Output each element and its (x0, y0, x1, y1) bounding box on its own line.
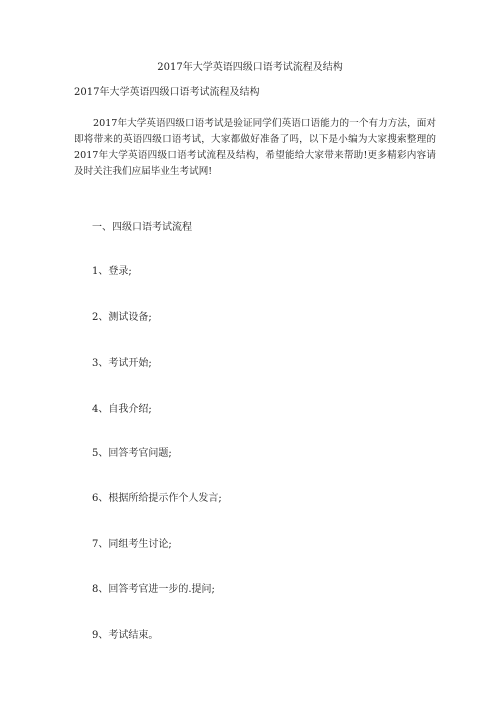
section-heading: 一、四级口语考试流程 (92, 222, 192, 233)
intro-paragraph: 2017年大学英语四级口语考试是验证同学们英语口语能力的一个有力方法，面对即将带来的英语四级口语考试，大家都做好准备了吗，以下是小编为大家搜索整理的2017年大学英语四级口语考试流程及结构，希望能给大家带来帮助!更多精彩内容请及时关注我们应届毕业生考试网! (74, 118, 436, 177)
list-item: 7、同组考生讨论; (92, 539, 172, 550)
list-item: 6、根据所给提示作个人发言; (92, 493, 222, 504)
document-title: 2017年大学英语四级口语考试流程及结构 (157, 62, 343, 73)
document-subtitle: 2017年大学英语四级口语考试流程及结构 (74, 87, 260, 98)
list-item: 4、自我介绍; (92, 404, 152, 415)
list-item: 1、登录; (92, 266, 132, 277)
list-item: 9、考试结束。 (92, 630, 159, 641)
list-item: 2、测试设备; (92, 312, 152, 323)
list-item: 8、回答考官进一步的.提问; (92, 584, 215, 595)
list-item: 5、回答考官问题; (92, 448, 172, 459)
list-item: 3、考试开始; (92, 358, 152, 369)
